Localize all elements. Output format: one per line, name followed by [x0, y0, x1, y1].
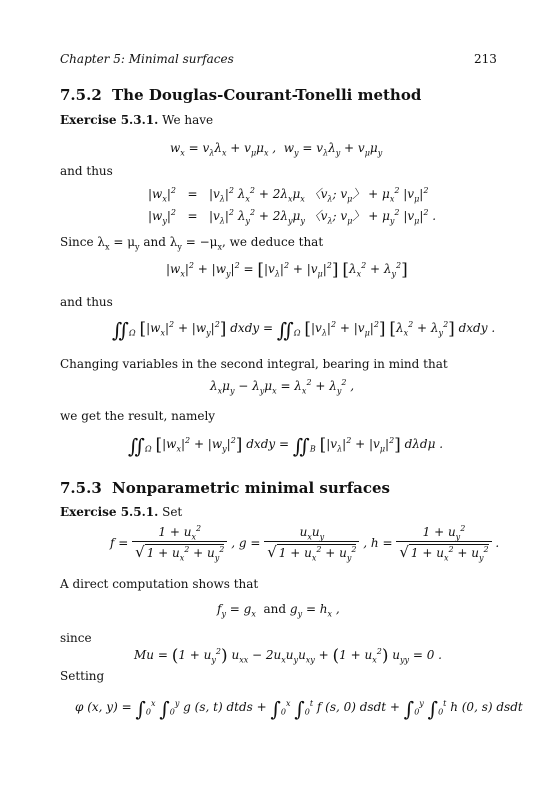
paragraph-setting: Setting: [60, 669, 105, 683]
paragraph-since-relations: Since $\lambda_x = \mu_y$ and $\lambda_y = -\mu_x$, we deduce that: [60, 235, 324, 252]
paragraph-and-thus: and thus: [60, 164, 113, 178]
paragraph-direct-computation: A direct computation shows that: [60, 577, 259, 591]
equation-double-integral-2: $∬_\Omega$ $[|w_x|^2 + |w_y|^2]$ dxdy = $∬_B$ $[|v_\lambda|^2 + |v_\mu|^2]$ dλdμ .: [128, 434, 444, 458]
paragraph-we-get: we get the result, namely: [60, 409, 216, 423]
equation-minimal-surface: $Mu = (1 + u_y^2)$ $u_{xx} - 2u_xu_yu_{xy} + (1 + u_x^2) u_{yy} = 0$ .: [134, 646, 442, 666]
paragraph-changing-variables: Changing variables in the second integral, bearing in mind that: [60, 357, 448, 371]
exercise-5-5-1: [60, 505, 182, 519]
section-title: The Douglas-Courant-Tonelli method: [112, 86, 422, 104]
exercise-5-3-1: [60, 113, 213, 127]
exercise-text: We have: [162, 113, 214, 127]
equation-phi: φ (x, $y) = \int_0^x$ $\int_0^y$ g (s, t) dtds + $\int_0^x$ $\int_0^t$ f (s, 0) dsdt + $\int_0^y$ $\int_0^t$ h (0, s) dsdt: [75, 697, 523, 721]
equation-derivatives: $w_x = v_\lambda\lambda_x + v_\mu\mu_x$ , $w_y = v_\lambda\lambda_y + v_\mu\mu_y$: [170, 141, 383, 158]
section-title: Nonparametric minimal surfaces: [112, 479, 390, 497]
paragraph-and-thus-2: and thus: [60, 295, 113, 309]
equation-fy-gx: $f_y = g_x$ and $g_y = h_x$ ,: [217, 602, 340, 619]
section-number: 7.5.2: [60, 86, 102, 104]
exercise-label: Exercise 5.5.1.: [60, 505, 159, 519]
equation-jacobian: $\lambda_x\mu_y - \lambda_y\mu_x = \lambda_x^2 + \lambda_y^2$ ,: [210, 378, 355, 396]
paragraph-since: since: [60, 631, 92, 645]
equation-norm-wy: $|w_y|^2$ = $|v_\lambda|^2$ $\lambda_y^2 + 2\lambda_y\mu_y$ 〈$v_\lambda$; $v_\mu$〉 + $\mu_y^2$ $|v_\mu|^2$ .: [148, 208, 437, 226]
section-heading-7-5-2: [60, 86, 421, 104]
running-header: Chapter 5: Minimal surfaces: [60, 52, 234, 66]
section-number: 7.5.3: [60, 479, 102, 497]
page-number: 213: [474, 52, 497, 66]
equation-norm-wx: $|w_x|^2$ = $|v_\lambda|^2$ $\lambda_x^2 + 2\lambda_x\mu_x$ 〈$v_\lambda$; $v_\mu$〉 + $\mu_x^2$ $|v_\mu|^2$: [148, 186, 429, 204]
exercise-label: Exercise 5.3.1.: [60, 113, 159, 127]
equation-sum-norms: $|w_x|^2 + |w_y|^2 = [|v_\lambda|^2 + |v_\mu|^2] [\lambda_x^2 + \lambda_y^2]$: [166, 260, 408, 280]
equation-f-g-h: f = $\frac{1 + u_x^2}{√ 1 + u_x^2 + u_y^2}$ , g = $\frac{u_xu_y}{√ 1 + u_x^2 + u_y^2}$ , h = $\frac{1 + u_y^2}{√ 1 + u_x^2 + u_y^2}$ .: [110, 524, 500, 563]
exercise-text: Set: [162, 505, 183, 519]
section-heading-7-5-3: [60, 479, 390, 497]
equation-double-integral-1: $∬_\Omega$ $[|w_x|^2 + |w_y|^2]$ dxdy = $∬_\Omega$ $[|v_\lambda|^2 + |v_\mu|^2] [\lambda_x^2 + \lambda_y^2]$ dxdy .: [112, 318, 496, 342]
